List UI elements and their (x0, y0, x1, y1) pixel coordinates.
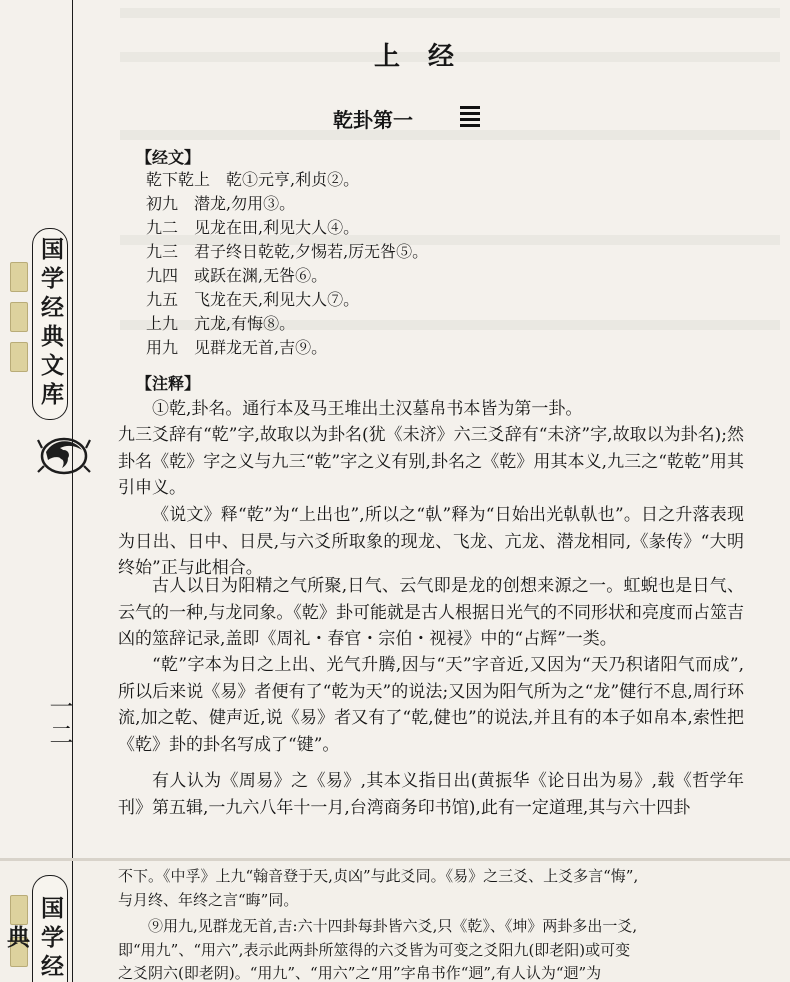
line-position: 用九 (146, 338, 179, 357)
bleed-through (120, 8, 780, 18)
line-position: 九四 (146, 266, 179, 285)
page-title: 上经 (373, 42, 482, 72)
note-paragraph: 九三爻辞有“乾”字,故取以为卦名(犹《未济》六三爻辞有“未济”字,故取以为卦名);然卦名《乾》字之义与九三“乾”字之义有别,卦名之《乾》用其本义,九三之“乾乾”用其引申义。 (118, 425, 744, 498)
line-text: 见龙在田,利见大人④。 (194, 218, 360, 237)
classic-line (146, 338, 327, 358)
line-text: 乾①元亨,利贞②。 (226, 170, 360, 189)
note-line: 不下。《中孚》上九“翰音登于天,贞凶”与此爻同。《易》之三爻、上爻多言“悔”, (118, 867, 639, 885)
note-paragraph: 古人以日为阳精之气所聚,日气、云气即是龙的创想来源之一。虹蜺也是日气、云气的一种,与龙同象。《乾》卦可能就是古人根据日光气的不同形状和亮度而占筮吉凶的筮辞记录,盖即《周礼・春官・宗伯・视祲》中的“占辉”一类。 (118, 576, 744, 649)
note-paragraph: “乾”字本为日之上出、光气升腾,因与“天”字音近,又因为“天乃积诸阳气而成”,所以后来说《易》者便有了“乾为天”的说法;又因为阳气所为之“龙”健行不息,周行环流,加之乾、健声近,说《易》者又有了“乾,健也”的说法,并且有的本子如帛本,索性把《乾》卦的卦名写成了“键”。 (118, 655, 744, 755)
page-folio: 一二 (45, 694, 73, 750)
bookmark-tab (10, 302, 28, 332)
note-line: ⑨用九,见群龙无首,吉:六十四卦每卦皆六爻,只《乾》、《坤》两卦多出一爻, (148, 917, 638, 935)
note-line: 与月终、年终之言“晦”同。 (118, 891, 299, 909)
series-banner: 国学经典文库 (32, 228, 68, 420)
classic-line (146, 242, 428, 262)
note-paragraph: 《说文》释“乾”为“上出也”,所以之“倝”释为“日始出光倝倝也”。日之升落表现为日出、日中、日昃,与六爻所取象的现龙、飞龙、亢龙、潜龙相同,《彖传》“大明终始”正与此相合。 (118, 505, 744, 578)
line-text: 或跃在渊,无咎⑥。 (194, 266, 328, 285)
note-line: 之爻阴六(即老阴)。“用九”、“用六”之“用”字帛书作“迵”,有人认为“迵”为 (118, 964, 602, 982)
line-text: 见群龙无首,吉⑨。 (194, 338, 328, 357)
bookmark-tab (10, 342, 28, 372)
classic-line (146, 218, 359, 238)
classic-line (146, 194, 295, 214)
line-text: 亢龙,有悔⑧。 (194, 314, 296, 333)
line-text: 君子终日乾乾,夕惕若,厉无咎⑤。 (194, 242, 429, 261)
note-paragraph: ①乾,卦名。通行本及马王堆出土汉墓帛书本皆为第一卦。 (152, 399, 583, 419)
classic-line (146, 266, 327, 286)
line-position: 乾下乾上 (146, 170, 211, 189)
qian-trigram-icon (460, 106, 480, 128)
line-position: 上九 (146, 314, 179, 333)
line-position: 九五 (146, 290, 179, 309)
lower-page (0, 858, 790, 982)
line-position: 九二 (146, 218, 179, 237)
zhushi-label: 【注释】 (136, 374, 201, 393)
line-text: 飞龙在天,利见大人⑦。 (194, 290, 360, 309)
bookmark-tab (10, 895, 28, 925)
bookmark-tab (10, 262, 28, 292)
line-text: 潜龙,勿用③。 (194, 194, 296, 213)
note-line: 即“用九”、“用六”,表示此两卦所筮得的六爻皆为可变之爻阳九(即老阳)或可变 (118, 941, 631, 959)
sidebar-rule (72, 861, 73, 982)
line-position: 九三 (146, 242, 179, 261)
line-position: 初九 (146, 194, 179, 213)
section-heading: 乾卦第一 (333, 108, 413, 132)
classic-line (146, 170, 359, 190)
classic-line (146, 314, 295, 334)
bleed-through (120, 130, 780, 140)
jingwen-label: 【经文】 (136, 148, 201, 167)
series-banner: 国学经典 (32, 875, 68, 982)
classic-line (146, 290, 359, 310)
note-paragraph: 有人认为《周易》之《易》,其本义指日出(黄振华《论日出为易》,载《哲学年刊》第五辑,一九六八年十一月,台湾商务印书馆),此有一定道理,其与六十四卦 (118, 771, 744, 818)
dragon-emblem-icon (34, 428, 94, 480)
